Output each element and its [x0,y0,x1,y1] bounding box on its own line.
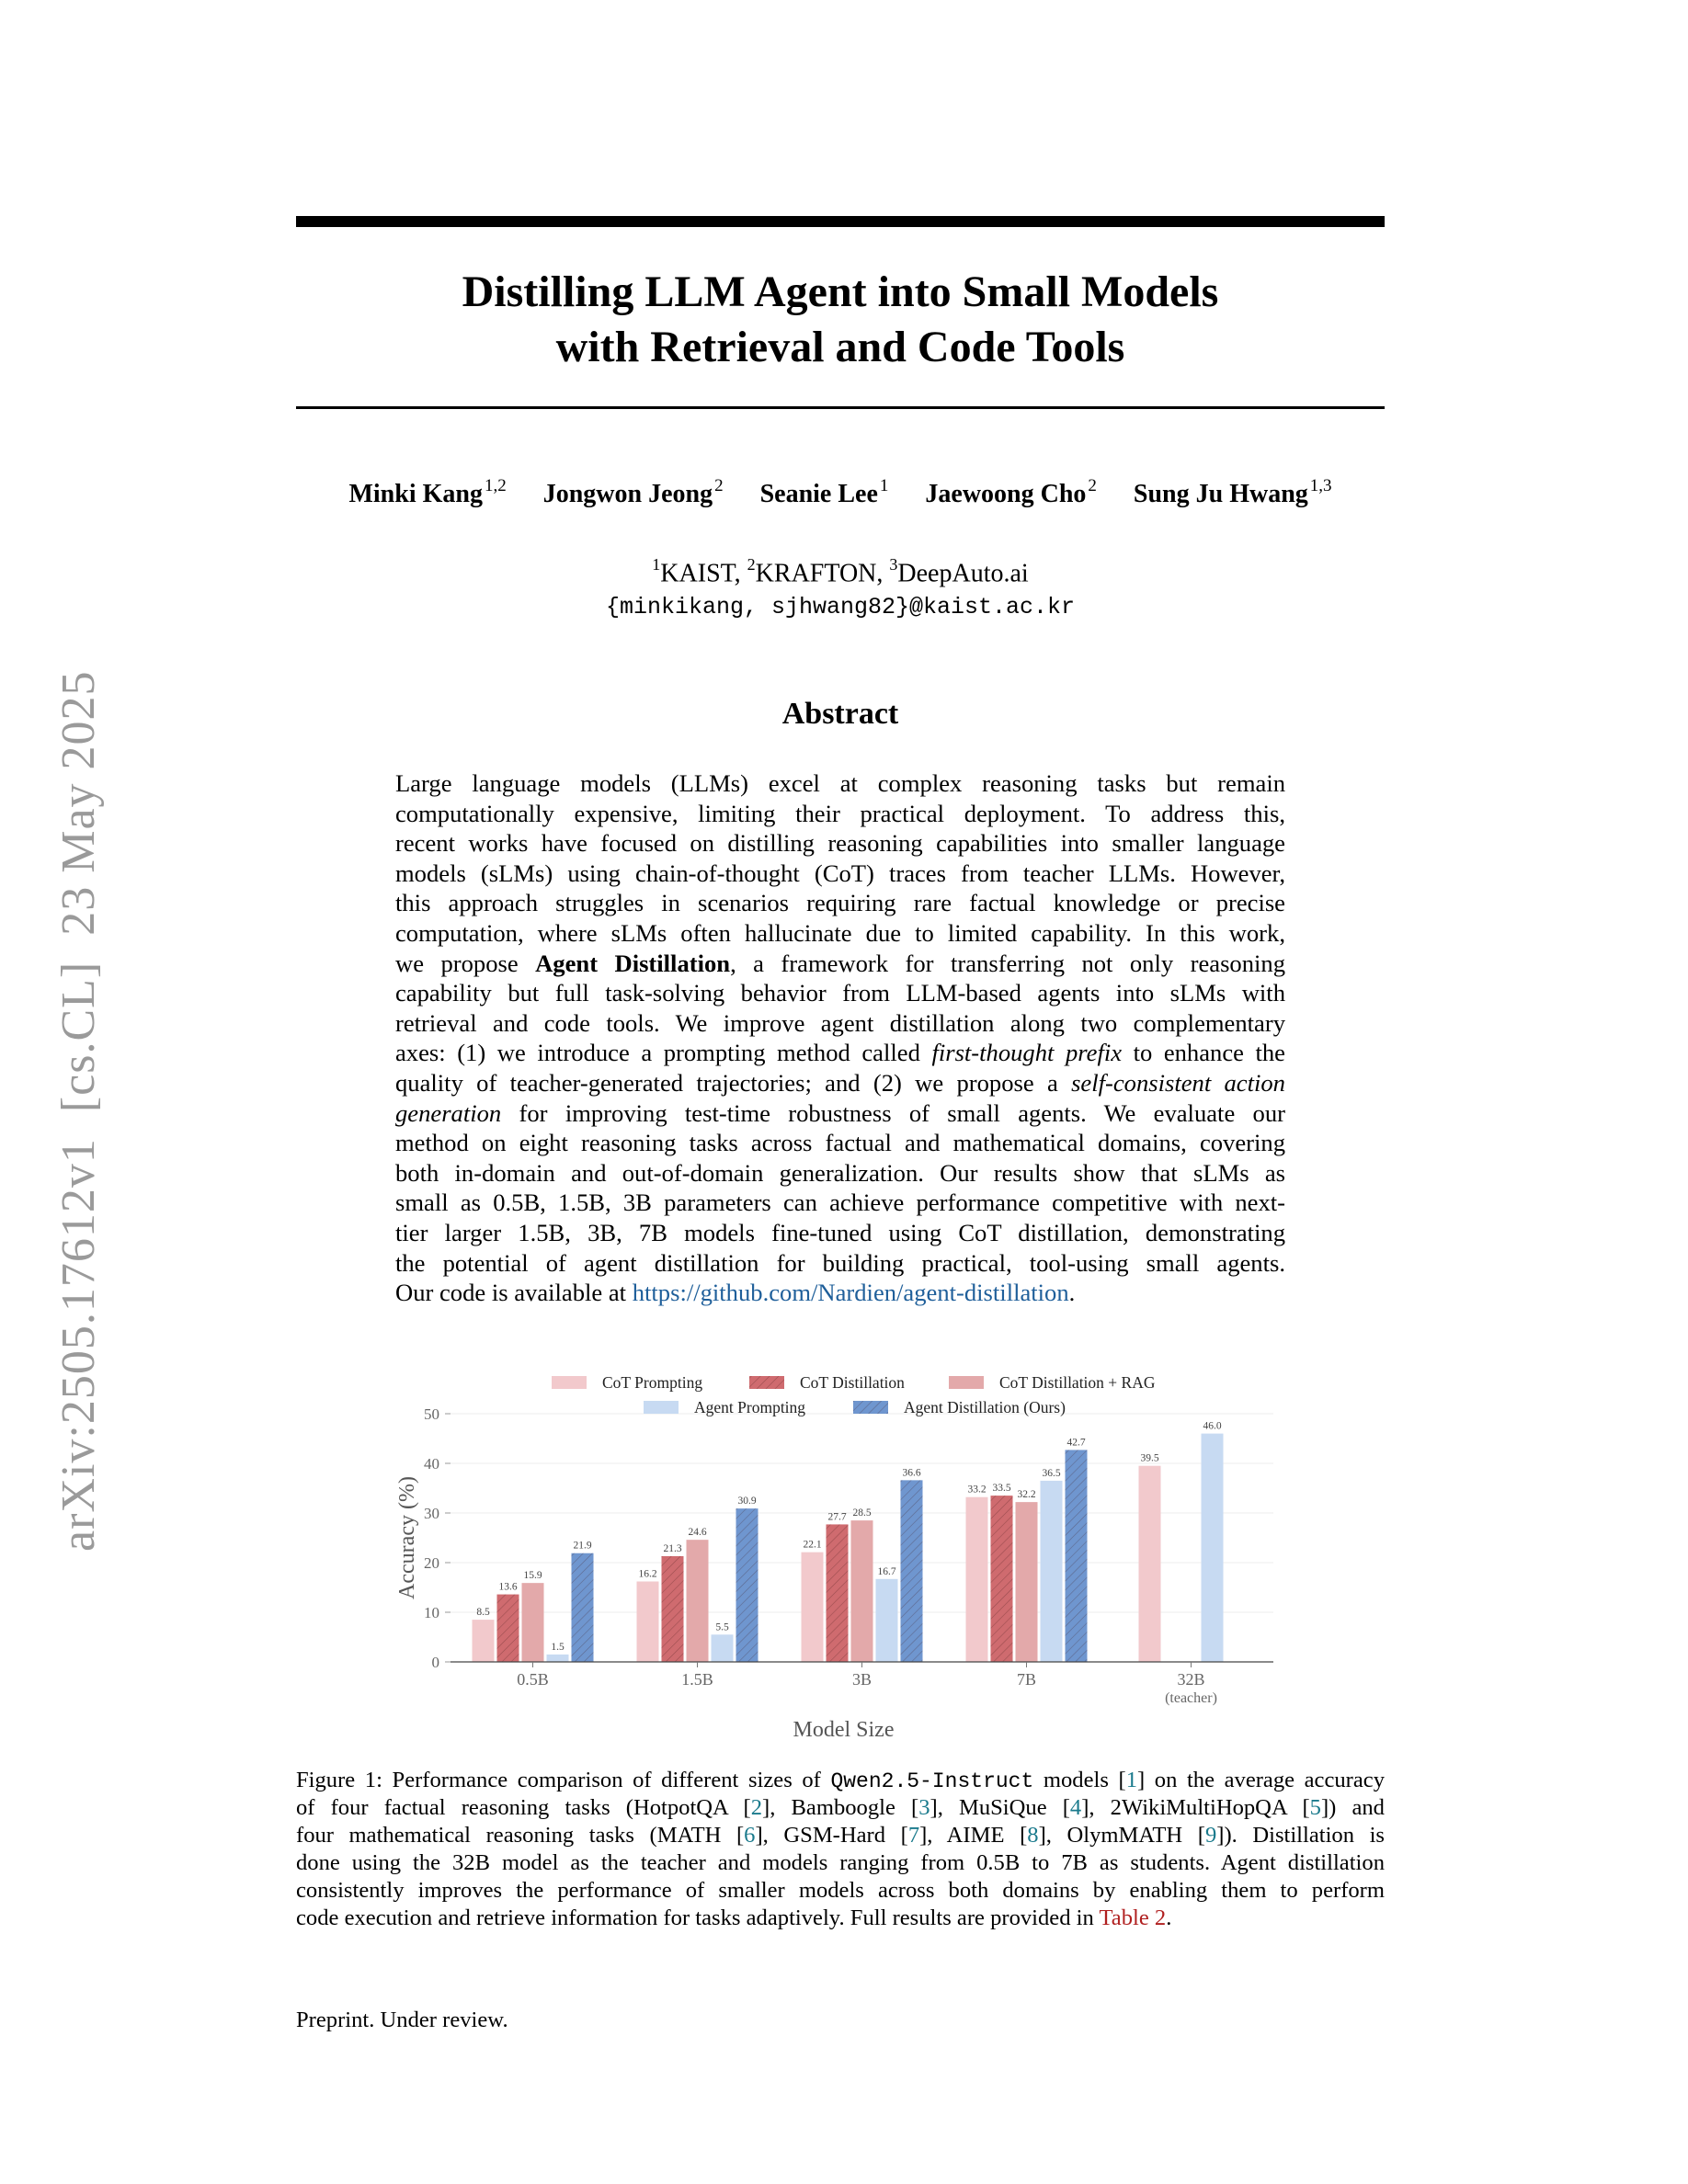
bar [637,1582,659,1662]
bar-value-label: 36.6 [902,1467,921,1479]
bar-hatch [736,1508,758,1662]
x-axis-title: Model Size [793,1718,895,1742]
x-tick-label: 0.5B [517,1670,549,1689]
x-tick-label: 1.5B [681,1670,713,1689]
bar-value-label: 42.7 [1066,1437,1086,1449]
citation-link[interactable]: 2 [750,1795,763,1820]
abstract-line: this approach struggles in scenarios requiring rare factual knowledge or precise [395,889,1285,917]
bar [802,1553,824,1662]
bar [1202,1434,1224,1662]
caption-line: code execution and retrieve information for tasks adaptively. Full results are provided in Table 2. [296,1905,1172,1930]
citation-link[interactable]: 5 [1309,1795,1321,1820]
legend-label: Agent Distillation (Ours) [904,1398,1066,1416]
bar [473,1620,495,1662]
abstract-line: computationally expensive, limiting their practical deployment. To address this, [395,799,1285,827]
bar-value-label: 24.6 [688,1527,707,1539]
legend-label: CoT Distillation [800,1373,905,1392]
abstract-line: models (sLMs) using chain-of-thought (CoT) traces from teacher LLMs. However, [395,859,1285,887]
author [1133,476,1332,509]
abstract-heading: Abstract [781,697,899,731]
bar-hatch [991,1496,1013,1662]
bar [712,1634,734,1662]
italic-term: first-thought prefix [931,1039,1123,1067]
abstract-line: computation, where sLMs often hallucinate due to limited capability. In this work, [395,918,1285,947]
author-name: Jongwon Jeong [542,480,713,508]
author [542,476,724,509]
abstract-line: recent works have focused on distilling reasoning capabilities into smaller language [395,829,1285,858]
bar-value-label: 5.5 [715,1621,729,1633]
abstract-line: axes: (1) we introduce a prompting method called first-thought prefix to enhance the [395,1039,1285,1067]
abstract-line: we propose Agent Distillation, a framework for transferring not only reasoning [395,949,1285,977]
abstract-line: Our code is available at https://github.com/Nardien/agent-distillation. [395,1279,1076,1307]
citation-link[interactable]: 4 [1069,1795,1082,1820]
caption-line: done using the 32B model as the teacher and models ranging from 0.5B to 7B as students. Agent distillation [296,1850,1385,1875]
bar [547,1655,569,1662]
author [925,476,1097,509]
bar-value-label: 1.5 [551,1641,565,1653]
legend-swatch-hatch [853,1401,888,1414]
bar [966,1497,988,1662]
author-affiliation-mark: 2 [1088,476,1097,495]
bar-hatch [901,1480,923,1662]
affiliation-name: DeepAuto.ai [897,559,1029,588]
bar [1041,1481,1063,1662]
bar [1139,1466,1161,1662]
contact-email: {minkikang, sjhwang82}@kaist.ac.kr [605,594,1076,620]
abstract-line: generation for improving test-time robustness of small agents. We evaluate our [395,1098,1285,1127]
caption-line: consistently improves the performance of smaller models across both domains by enabling them to perform [296,1878,1385,1903]
arxiv-identifier: arXiv:2505.17612v1 [cs.CL] 23 May 2025 [52,670,105,1552]
affiliation-name: KRAFTON, [755,559,890,588]
author [759,476,889,509]
table-reference-link[interactable]: Table 2 [1099,1905,1167,1930]
author [348,476,507,509]
x-tick-label: 32B [1177,1670,1205,1689]
bar [1016,1502,1038,1662]
abstract-line: retrieval and code tools. We improve agent distillation along two complementary [395,1008,1285,1037]
author-affiliation-mark: 1 [879,476,889,495]
bar-value-label: 33.5 [992,1483,1011,1495]
title-line-2: with Retrieval and Code Tools [555,323,1125,371]
caption-line: of four factual reasoning tasks (HotpotQA [2], Bamboogle [3], MuSiQue [4], 2WikiMultiHopQA [5]) and [296,1795,1385,1820]
legend-label: CoT Distillation + RAG [999,1373,1156,1392]
bar-value-label: 32.2 [1017,1489,1036,1501]
title-top-rule [296,216,1385,227]
citation-link[interactable]: 3 [918,1795,930,1820]
y-tick-label: 20 [424,1554,439,1572]
author-name: Minki Kang [348,480,483,508]
y-tick-label: 0 [431,1654,439,1671]
author-affiliation-mark: 1,2 [484,476,507,495]
code-repository-link[interactable]: https://github.com/Nardien/agent-distillation [632,1279,1069,1307]
figure-caption [296,1767,1385,1932]
affiliation-mark: 1 [652,555,661,574]
caption-line: Figure 1: Performance comparison of different sizes of Qwen2.5-Instruct models [1] on the average accuracy [296,1768,1386,1793]
bar-value-label: 33.2 [967,1484,987,1496]
bar-value-label: 8.5 [476,1607,490,1619]
author-name: Jaewoong Cho [925,480,1087,508]
bar-value-label: 16.2 [638,1568,657,1580]
bar-hatch [572,1553,594,1662]
affiliation-mark: 2 [747,555,756,574]
abstract-line: the potential of agent distillation for building practical, tool-using small agents. [395,1248,1285,1277]
footer-note: Preprint. Under review. [296,2008,508,2032]
bar-value-label: 15.9 [523,1570,542,1582]
bar [687,1540,709,1662]
affiliation-name: KAIST, [660,559,747,588]
abstract-line: Large language models (LLMs) excel at complex reasoning tasks but remain [395,769,1285,797]
legend-swatch [949,1376,984,1389]
bar-value-label: 21.3 [663,1542,682,1554]
affiliations [296,557,1385,588]
caption-line: four mathematical reasoning tasks (MATH [6], GSM-Hard [7], AIME [8], OlymMATH [9]). Distillation is [296,1823,1385,1848]
legend-swatch [644,1401,679,1414]
bar [522,1583,544,1662]
citation-link[interactable]: 1 [1125,1768,1137,1792]
abstract-line: tier larger 1.5B, 3B, 7B models fine-tuned using CoT distillation, demonstrating [395,1218,1285,1246]
y-tick-label: 50 [424,1405,439,1423]
y-axis-title: Accuracy (%) [395,1476,419,1599]
legend-swatch-hatch [749,1376,784,1389]
bar-value-label: 27.7 [827,1511,847,1523]
author-list [296,476,1385,509]
y-tick-label: 30 [424,1505,439,1522]
abstract-line: quality of teacher-generated trajectories; and (2) we propose a self-consistent action [395,1068,1285,1097]
author-affiliation-mark: 1,3 [1309,476,1332,495]
citation-link[interactable]: 7 [907,1823,920,1848]
affiliation-mark: 3 [889,555,898,574]
bar-value-label: 36.5 [1042,1467,1061,1479]
bar-value-label: 22.1 [803,1539,822,1551]
abstract-line: small as 0.5B, 1.5B, 3B parameters can achieve performance competitive with next- [395,1189,1285,1217]
model-name: Qwen2.5-Instruct [830,1769,1034,1793]
accuracy-bar-chart [386,1368,1306,1754]
abstract-body [395,768,1285,1308]
x-tick-label: 7B [1016,1670,1037,1689]
figure-1 [386,1368,1306,1754]
bar [851,1520,873,1662]
x-tick-sublabel: (teacher) [1165,1690,1217,1706]
author-affiliation-mark: 2 [714,476,724,495]
legend-label: CoT Prompting [602,1373,703,1392]
author-name: Seanie Lee [759,480,878,508]
bar-value-label: 21.9 [573,1540,592,1552]
abstract-line: method on eight reasoning tasks across factual and mathematical domains, covering [395,1129,1285,1157]
author-name: Sung Ju Hwang [1133,480,1308,508]
bar-value-label: 30.9 [737,1496,757,1507]
bar-value-label: 13.6 [498,1581,518,1593]
italic-term: generation [395,1098,502,1127]
bar-value-label: 16.7 [877,1565,896,1577]
legend-label: Agent Prompting [694,1398,806,1416]
citation-link[interactable]: 9 [1204,1823,1217,1848]
bar-hatch [827,1524,849,1662]
title-bottom-rule [296,406,1385,409]
bold-term: Agent Distillation [535,949,731,977]
citation-link[interactable]: 8 [1027,1823,1039,1848]
bar-value-label: 28.5 [852,1507,872,1519]
citation-link[interactable]: 6 [744,1823,756,1848]
y-tick-label: 10 [424,1604,439,1621]
title-line-1: Distilling LLM Agent into Small Models [462,267,1219,316]
x-tick-label: 3B [851,1670,873,1689]
bar [876,1579,898,1662]
legend-swatch [552,1376,587,1389]
abstract-line: capability but full task-solving behavior from LLM-based agents into sLMs with [395,979,1285,1007]
abstract-line: both in-domain and out-of-domain generalization. Our results show that sLMs as [395,1158,1285,1187]
bar-hatch [662,1556,684,1662]
paper-title [296,265,1385,375]
bar-value-label: 39.5 [1140,1452,1159,1464]
bar-hatch [497,1595,519,1662]
y-tick-label: 40 [424,1455,439,1473]
bar-hatch [1066,1450,1088,1662]
italic-term: self-consistent action [1071,1068,1285,1097]
bar-value-label: 46.0 [1203,1420,1222,1432]
